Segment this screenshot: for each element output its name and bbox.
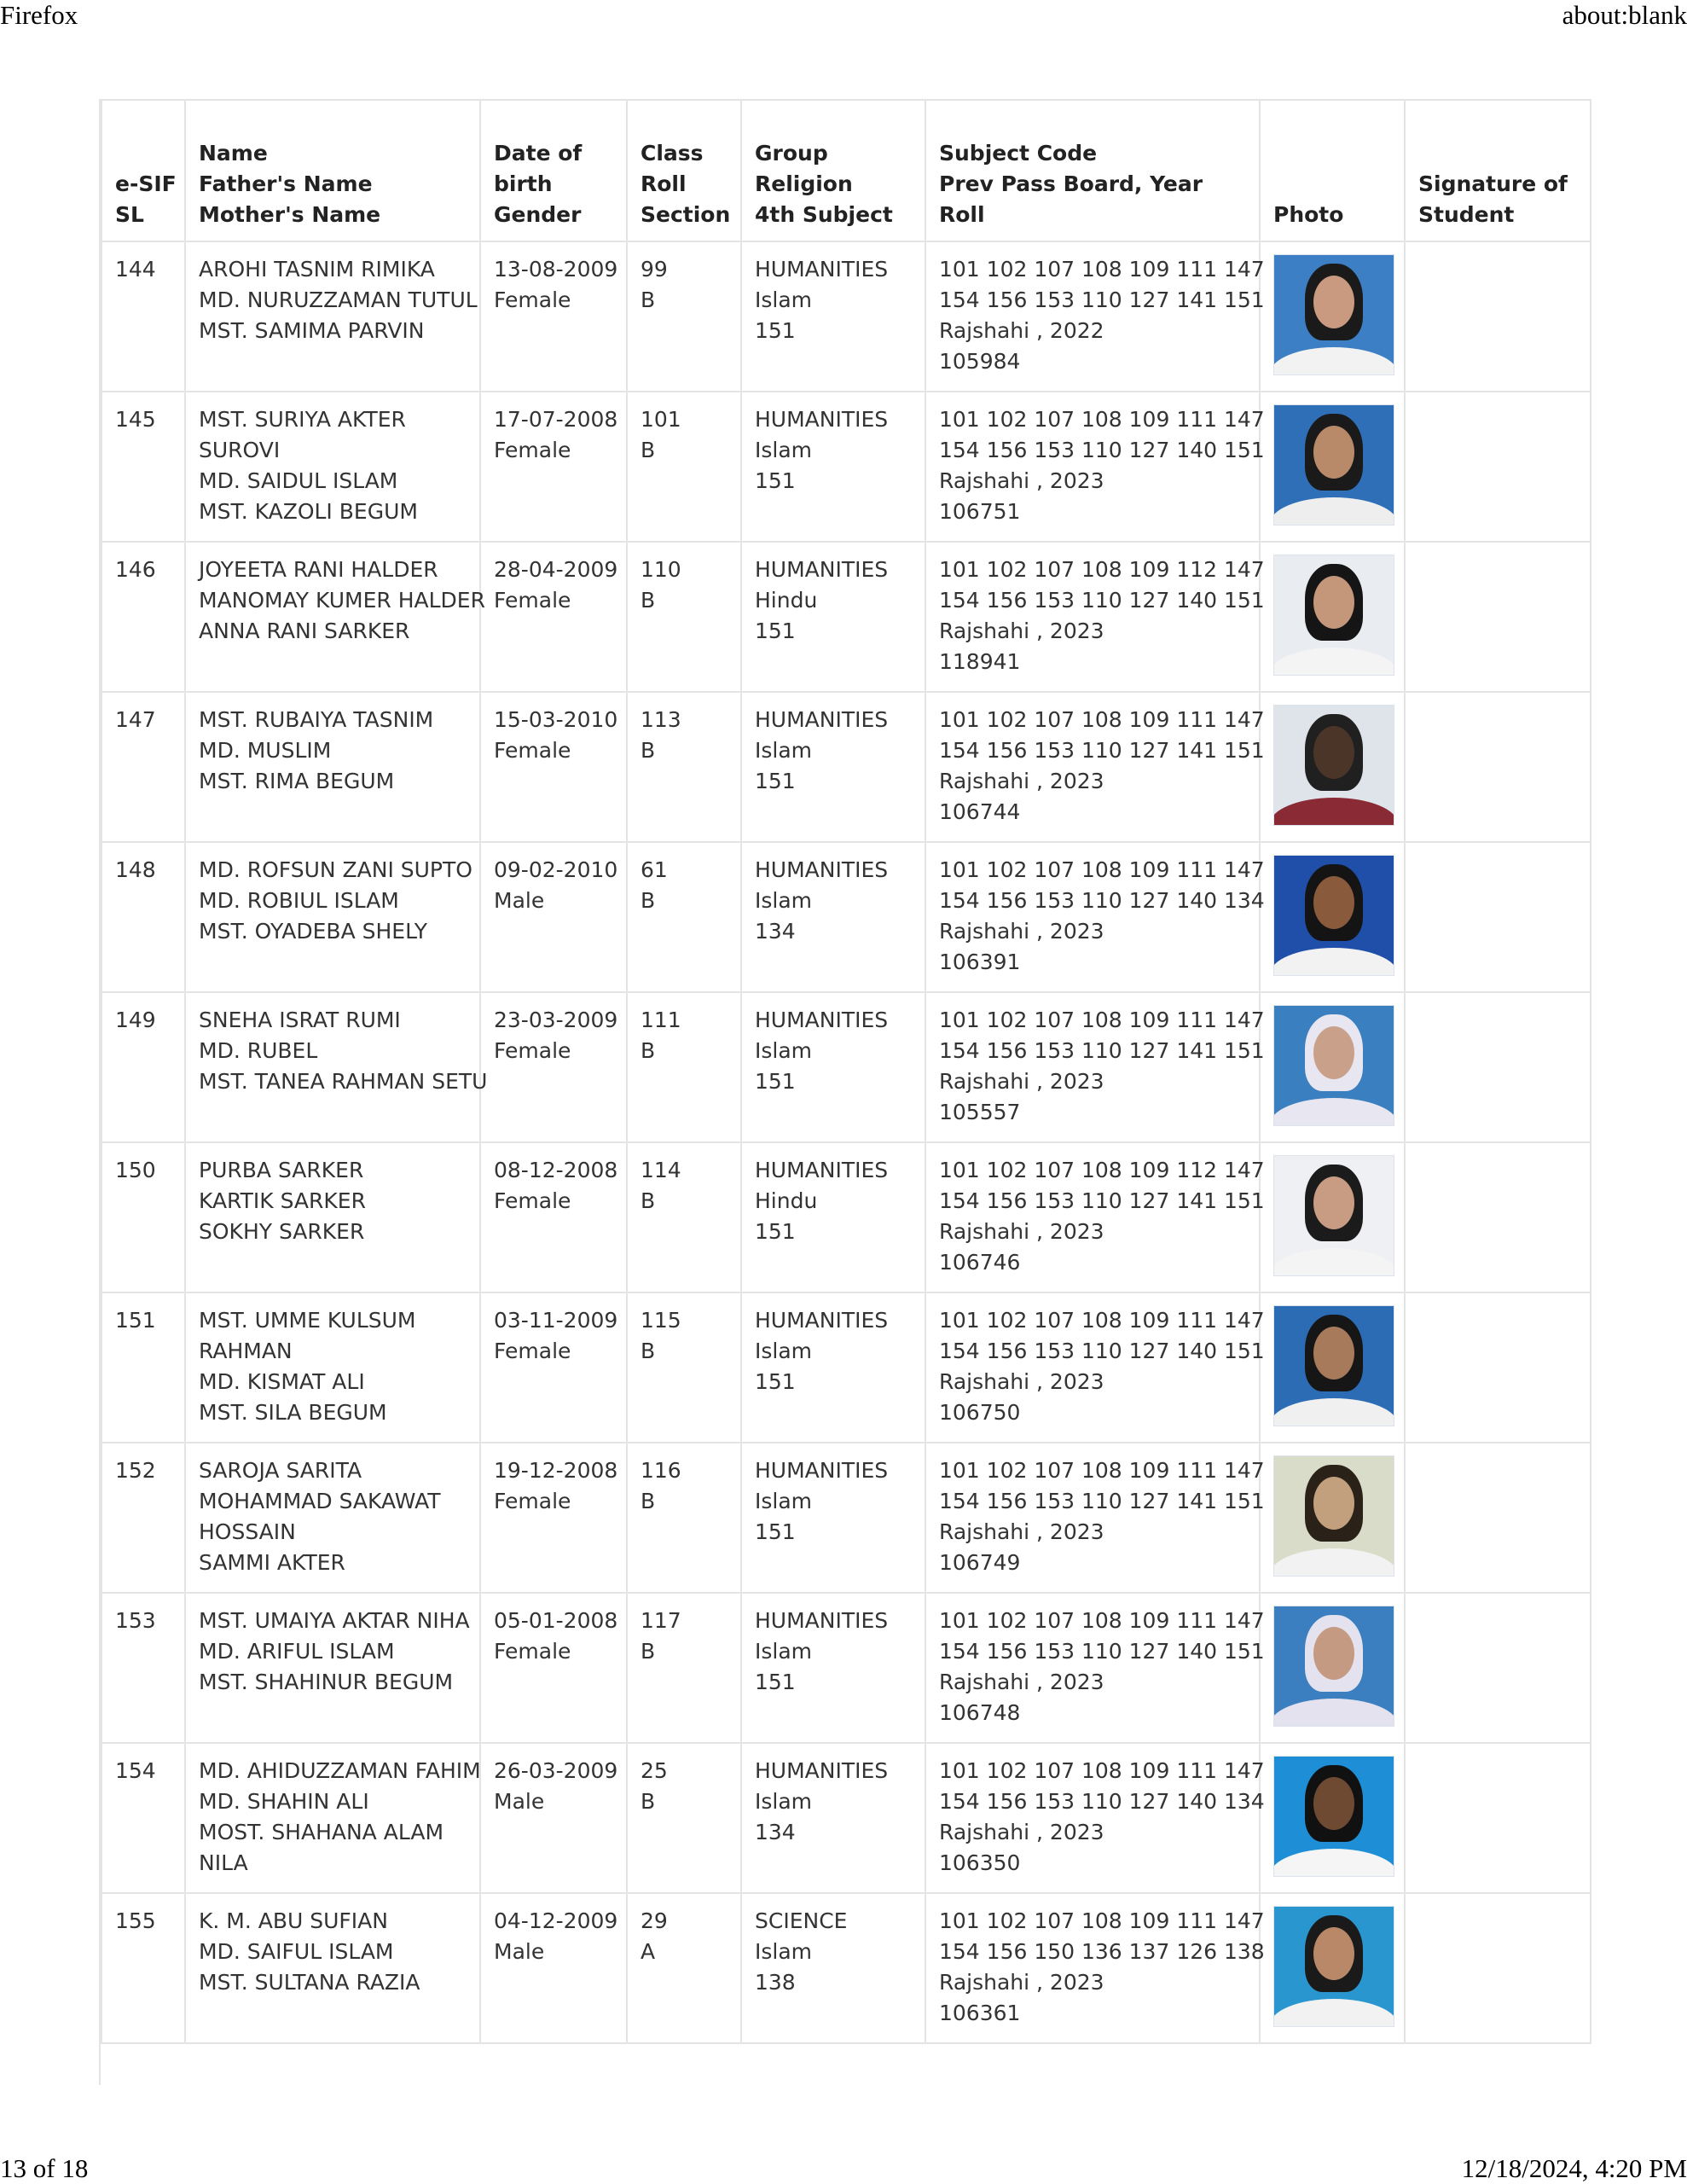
name-cell: MST. UMME KULSUM RAHMAN MD. KISMAT ALI MST. SILA BEGUM <box>185 1292 480 1443</box>
class-roll-cell: 99 B <box>627 241 741 392</box>
student-photo <box>1273 1005 1394 1126</box>
photo-face <box>1313 1477 1354 1530</box>
signature-cell <box>1405 1893 1591 2043</box>
sl-cell: 151 <box>101 1292 185 1443</box>
photo-shirt <box>1273 648 1394 676</box>
group-cell: HUMANITIES Hindu 151 <box>741 542 925 692</box>
class-roll-cell: 61 B <box>627 842 741 992</box>
student-photo <box>1273 1606 1394 1727</box>
photo-face <box>1313 1026 1354 1079</box>
name-cell: MST. RUBAIYA TASNIM MD. MUSLIM MST. RIMA BEGUM <box>185 692 480 842</box>
group-cell: HUMANITIES Islam 151 <box>741 992 925 1142</box>
subject-cell: 101 102 107 108 109 111 147 154 156 153 110 127 141 151 Rajshahi , 2023 106744 <box>925 692 1260 842</box>
sl-cell: 149 <box>101 992 185 1142</box>
student-photo <box>1273 1455 1394 1577</box>
table-row <box>101 992 1591 1142</box>
table-row <box>101 1893 1591 2043</box>
print-datetime: 12/18/2024, 4:20 PM <box>1461 2153 1687 2183</box>
dob-gender-cell: 23-03-2009 Female <box>480 992 627 1142</box>
signature-cell <box>1405 392 1591 542</box>
browser-title: Firefox <box>0 0 78 30</box>
name-cell: K. M. ABU SUFIAN MD. SAIFUL ISLAM MST. SULTANA RAZIA <box>185 1893 480 2043</box>
photo-face <box>1313 876 1354 929</box>
page-counter: 13 of 18 <box>0 2153 89 2183</box>
class-roll-cell: 25 B <box>627 1743 741 1893</box>
name-cell: MST. UMAIYA AKTAR NIHA MD. ARIFUL ISLAM MST. SHAHINUR BEGUM <box>185 1593 480 1743</box>
class-roll-cell: 29 A <box>627 1893 741 2043</box>
dob-gender-cell: 28-04-2009 Female <box>480 542 627 692</box>
student-photo <box>1273 855 1394 976</box>
dob-gender-cell: 08-12-2008 Female <box>480 1142 627 1292</box>
student-photo <box>1273 254 1394 375</box>
photo-cell <box>1260 542 1405 692</box>
group-cell: HUMANITIES Islam 151 <box>741 692 925 842</box>
dob-gender-cell: 17-07-2008 Female <box>480 392 627 542</box>
student-photo <box>1273 1155 1394 1276</box>
photo-face <box>1313 1777 1354 1830</box>
header-name: Name Father's Name Mother's Name <box>185 100 480 241</box>
photo-face <box>1313 426 1354 479</box>
table-row <box>101 692 1591 842</box>
sl-cell: 148 <box>101 842 185 992</box>
table-row <box>101 1743 1591 1893</box>
class-roll-cell: 110 B <box>627 542 741 692</box>
header-dob: Date of birth Gender <box>480 100 627 241</box>
signature-cell <box>1405 1443 1591 1593</box>
photo-shirt <box>1273 497 1394 526</box>
table-header-row <box>101 100 1591 241</box>
name-cell: MD. AHIDUZZAMAN FAHIM MD. SHAHIN ALI MOST. SHAHANA ALAM NILA <box>185 1743 480 1893</box>
table-row <box>101 1292 1591 1443</box>
photo-cell <box>1260 992 1405 1142</box>
group-cell: HUMANITIES Islam 151 <box>741 1593 925 1743</box>
photo-cell <box>1260 692 1405 842</box>
sl-cell: 155 <box>101 1893 185 2043</box>
sl-cell: 150 <box>101 1142 185 1292</box>
subject-cell: 101 102 107 108 109 111 147 154 156 153 110 127 141 151 Rajshahi , 2022 105984 <box>925 241 1260 392</box>
class-roll-cell: 114 B <box>627 1142 741 1292</box>
photo-face <box>1313 726 1354 779</box>
table-row <box>101 1142 1591 1292</box>
photo-cell <box>1260 842 1405 992</box>
photo-cell <box>1260 241 1405 392</box>
signature-cell <box>1405 542 1591 692</box>
subject-cell: 101 102 107 108 109 111 147 154 156 153 110 127 140 134 Rajshahi , 2023 106350 <box>925 1743 1260 1893</box>
subject-cell: 101 102 107 108 109 111 147 154 156 153 110 127 141 151 Rajshahi , 2023 106749 <box>925 1443 1260 1593</box>
photo-shirt <box>1273 1398 1394 1426</box>
sl-cell: 146 <box>101 542 185 692</box>
header-subject: Subject Code Prev Pass Board, Year Roll <box>925 100 1260 241</box>
photo-face <box>1313 1327 1354 1380</box>
group-cell: HUMANITIES Hindu 151 <box>741 1142 925 1292</box>
student-photo <box>1273 705 1394 826</box>
student-photo <box>1273 1906 1394 2027</box>
table-row <box>101 392 1591 542</box>
student-photo <box>1273 404 1394 526</box>
header-class: Class Roll Section <box>627 100 741 241</box>
browser-url: about:blank <box>1562 0 1687 30</box>
class-roll-cell: 113 B <box>627 692 741 842</box>
signature-cell <box>1405 992 1591 1142</box>
dob-gender-cell: 03-11-2009 Female <box>480 1292 627 1443</box>
dob-gender-cell: 09-02-2010 Male <box>480 842 627 992</box>
subject-cell: 101 102 107 108 109 111 147 154 156 153 110 127 140 151 Rajshahi , 2023 106750 <box>925 1292 1260 1443</box>
group-cell: HUMANITIES Islam 151 <box>741 1443 925 1593</box>
subject-cell: 101 102 107 108 109 111 147 154 156 153 110 127 140 151 Rajshahi , 2023 106751 <box>925 392 1260 542</box>
photo-cell <box>1260 1443 1405 1593</box>
student-photo <box>1273 1756 1394 1877</box>
subject-cell: 101 102 107 108 109 111 147 154 156 153 110 127 140 134 Rajshahi , 2023 106391 <box>925 842 1260 992</box>
photo-shirt <box>1273 1699 1394 1727</box>
photo-face <box>1313 576 1354 629</box>
group-cell: HUMANITIES Islam 151 <box>741 1292 925 1443</box>
table-row <box>101 1443 1591 1593</box>
photo-shirt <box>1273 347 1394 375</box>
table-row <box>101 1593 1591 1743</box>
photo-cell <box>1260 392 1405 542</box>
student-table-container <box>99 99 1590 2085</box>
name-cell: PURBA SARKER KARTIK SARKER SOKHY SARKER <box>185 1142 480 1292</box>
header-group: Group Religion 4th Subject <box>741 100 925 241</box>
name-cell: JOYEETA RANI HALDER MANOMAY KUMER HALDER ANNA RANI SARKER <box>185 542 480 692</box>
sl-cell: 144 <box>101 241 185 392</box>
dob-gender-cell: 19-12-2008 Female <box>480 1443 627 1593</box>
photo-shirt <box>1273 1248 1394 1276</box>
dob-gender-cell: 13-08-2009 Female <box>480 241 627 392</box>
signature-cell <box>1405 842 1591 992</box>
name-cell: MD. ROFSUN ZANI SUPTO MD. ROBIUL ISLAM MST. OYADEBA SHELY <box>185 842 480 992</box>
table-row <box>101 241 1591 392</box>
table-row <box>101 842 1591 992</box>
subject-cell: 101 102 107 108 109 111 147 154 156 150 136 137 126 138 Rajshahi , 2023 106361 <box>925 1893 1260 2043</box>
dob-gender-cell: 26-03-2009 Male <box>480 1743 627 1893</box>
photo-shirt <box>1273 1999 1394 2027</box>
sl-cell: 154 <box>101 1743 185 1893</box>
sl-cell: 152 <box>101 1443 185 1593</box>
photo-shirt <box>1273 798 1394 826</box>
sl-cell: 147 <box>101 692 185 842</box>
name-cell: AROHI TASNIM RIMIKA MD. NURUZZAMAN TUTUL MST. SAMIMA PARVIN <box>185 241 480 392</box>
signature-cell <box>1405 692 1591 842</box>
photo-face <box>1313 276 1354 328</box>
student-photo <box>1273 1305 1394 1426</box>
photo-shirt <box>1273 1548 1394 1577</box>
group-cell: HUMANITIES Islam 151 <box>741 241 925 392</box>
table-body <box>101 241 1591 2043</box>
student-table <box>101 99 1591 2044</box>
group-cell: SCIENCE Islam 138 <box>741 1893 925 2043</box>
name-cell: MST. SURIYA AKTER SUROVI MD. SAIDUL ISLAM MST. KAZOLI BEGUM <box>185 392 480 542</box>
class-roll-cell: 117 B <box>627 1593 741 1743</box>
group-cell: HUMANITIES Islam 134 <box>741 1743 925 1893</box>
photo-cell <box>1260 1893 1405 2043</box>
subject-cell: 101 102 107 108 109 112 147 154 156 153 110 127 140 151 Rajshahi , 2023 118941 <box>925 542 1260 692</box>
photo-face <box>1313 1176 1354 1229</box>
name-cell: SAROJA SARITA MOHAMMAD SAKAWAT HOSSAIN SAMMI AKTER <box>185 1443 480 1593</box>
table-row <box>101 542 1591 692</box>
signature-cell <box>1405 1142 1591 1292</box>
photo-shirt <box>1273 948 1394 976</box>
photo-cell <box>1260 1292 1405 1443</box>
class-roll-cell: 101 B <box>627 392 741 542</box>
subject-cell: 101 102 107 108 109 111 147 154 156 153 110 127 141 151 Rajshahi , 2023 105557 <box>925 992 1260 1142</box>
dob-gender-cell: 04-12-2009 Male <box>480 1893 627 2043</box>
photo-cell <box>1260 1593 1405 1743</box>
photo-cell <box>1260 1743 1405 1893</box>
subject-cell: 101 102 107 108 109 112 147 154 156 153 110 127 141 151 Rajshahi , 2023 106746 <box>925 1142 1260 1292</box>
sl-cell: 153 <box>101 1593 185 1743</box>
signature-cell <box>1405 1593 1591 1743</box>
signature-cell <box>1405 1743 1591 1893</box>
class-roll-cell: 111 B <box>627 992 741 1142</box>
class-roll-cell: 116 B <box>627 1443 741 1593</box>
photo-face <box>1313 1627 1354 1680</box>
header-photo: Photo <box>1260 100 1405 241</box>
dob-gender-cell: 05-01-2008 Female <box>480 1593 627 1743</box>
group-cell: HUMANITIES Islam 134 <box>741 842 925 992</box>
photo-shirt <box>1273 1098 1394 1126</box>
dob-gender-cell: 15-03-2010 Female <box>480 692 627 842</box>
photo-cell <box>1260 1142 1405 1292</box>
photo-face <box>1313 1927 1354 1980</box>
subject-cell: 101 102 107 108 109 111 147 154 156 153 110 127 140 151 Rajshahi , 2023 106748 <box>925 1593 1260 1743</box>
class-roll-cell: 115 B <box>627 1292 741 1443</box>
header-signature: Signature of Student <box>1405 100 1591 241</box>
group-cell: HUMANITIES Islam 151 <box>741 392 925 542</box>
signature-cell <box>1405 241 1591 392</box>
header-sl: e-SIF SL <box>101 100 185 241</box>
photo-shirt <box>1273 1849 1394 1877</box>
name-cell: SNEHA ISRAT RUMI MD. RUBEL MST. TANEA RAHMAN SETU <box>185 992 480 1142</box>
signature-cell <box>1405 1292 1591 1443</box>
student-photo <box>1273 555 1394 676</box>
sl-cell: 145 <box>101 392 185 542</box>
